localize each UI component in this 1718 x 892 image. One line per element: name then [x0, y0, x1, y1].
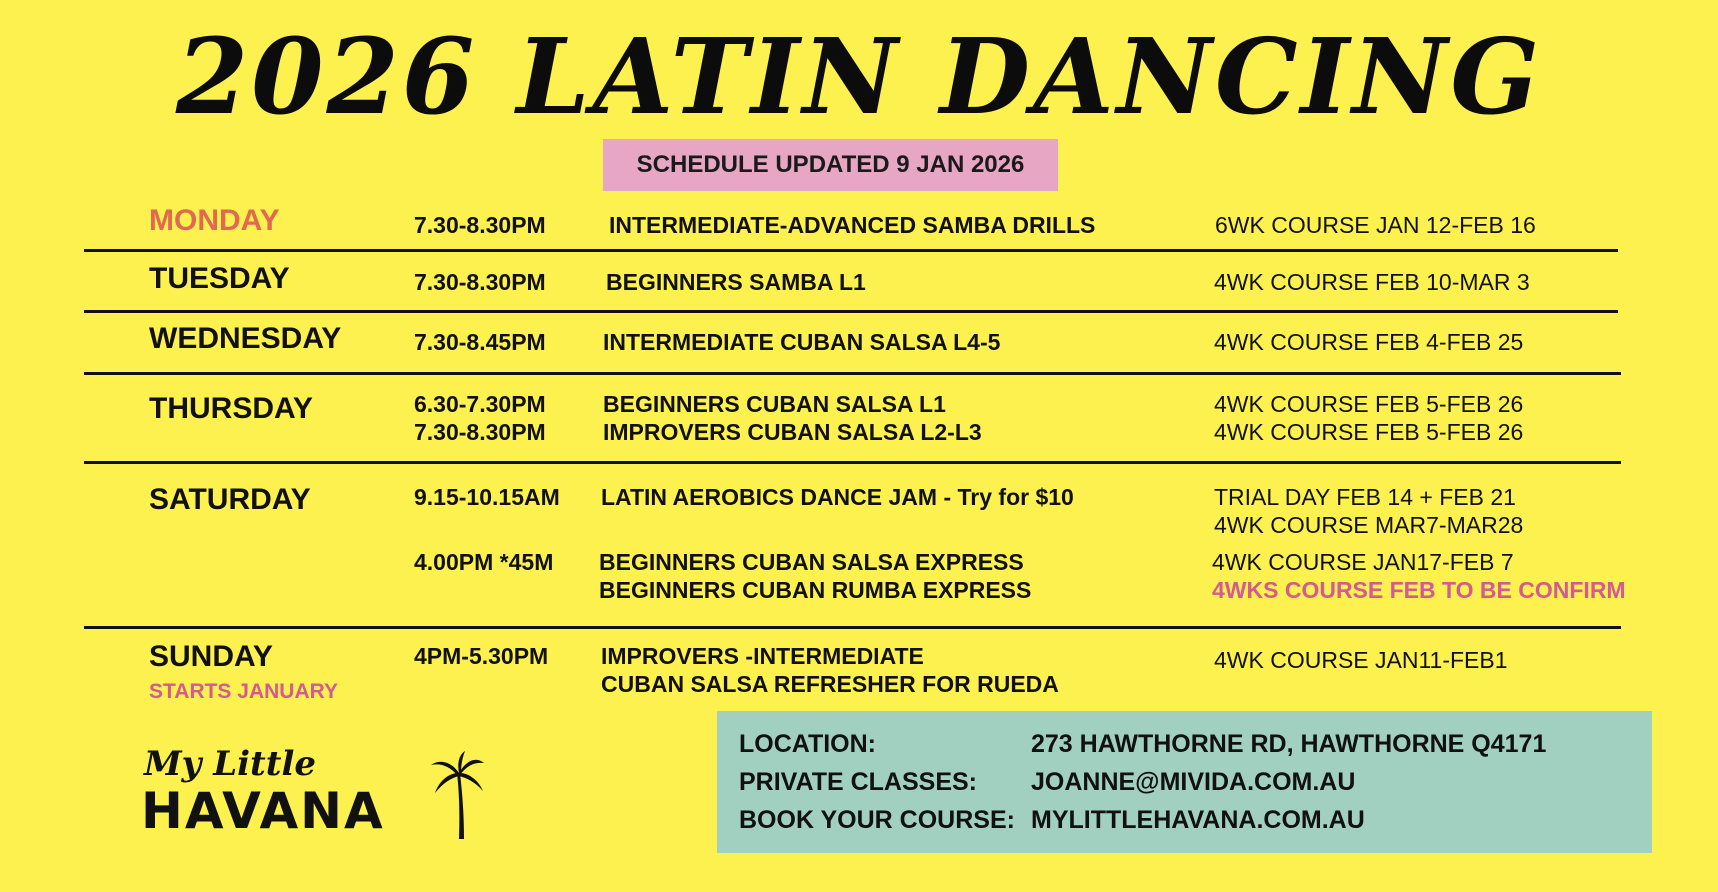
palm-tree-icon: [429, 751, 485, 841]
location-label: LOCATION:: [739, 730, 877, 758]
saturday-class-2b: BEGINNERS CUBAN RUMBA EXPRESS: [599, 577, 1032, 603]
thursday-class-2: IMPROVERS CUBAN SALSA L2-L3: [603, 419, 982, 445]
divider: [84, 310, 1618, 313]
wednesday-class: INTERMEDIATE CUBAN SALSA L4-5: [603, 329, 1001, 355]
saturday-course-2b: 4WKS COURSE FEB TO BE CONFIRM: [1212, 577, 1626, 603]
thursday-time-1: 6.30-7.30PM: [414, 391, 546, 417]
day-tuesday: TUESDAY: [149, 262, 290, 295]
book-course-label: BOOK YOUR COURSE:: [739, 806, 1015, 834]
private-classes-label: PRIVATE CLASSES:: [739, 768, 977, 796]
location-value: 273 HAWTHORNE RD, HAWTHORNE Q4171: [1031, 730, 1547, 758]
saturday-course-1b: 4WK COURSE MAR7-MAR28: [1214, 512, 1524, 538]
divider: [84, 372, 1621, 375]
tuesday-course: 4WK COURSE FEB 10-MAR 3: [1214, 269, 1530, 295]
logo-line-2: HAVANA: [141, 782, 385, 840]
day-sunday: SUNDAY: [149, 640, 273, 673]
private-classes-email[interactable]: JOANNE@MIVIDA.COM.AU: [1031, 768, 1356, 796]
thursday-time-2: 7.30-8.30PM: [414, 419, 546, 445]
schedule-updated-badge: SCHEDULE UPDATED 9 JAN 2026: [603, 139, 1058, 191]
wednesday-course: 4WK COURSE FEB 4-FEB 25: [1214, 329, 1524, 355]
my-little-havana-logo: [141, 745, 481, 845]
saturday-time-2: 4.00PM *45M: [414, 549, 554, 575]
divider: [84, 249, 1618, 252]
day-thursday: THURSDAY: [149, 392, 313, 425]
saturday-course-1a: TRIAL DAY FEB 14 + FEB 21: [1214, 484, 1516, 510]
page-title: 2026 LATIN DANCING: [175, 15, 1543, 138]
sunday-note: STARTS JANUARY: [149, 680, 339, 703]
info-box: [717, 711, 1652, 853]
saturday-time-1: 9.15-10.15AM: [414, 484, 560, 510]
divider: [84, 626, 1621, 629]
saturday-course-2a: 4WK COURSE JAN17-FEB 7: [1212, 549, 1514, 575]
book-course-link[interactable]: MYLITTLEHAVANA.COM.AU: [1031, 806, 1365, 834]
sunday-class-2: CUBAN SALSA REFRESHER FOR RUEDA: [601, 671, 1059, 697]
sunday-time: 4PM-5.30PM: [414, 643, 549, 669]
tuesday-class: BEGINNERS SAMBA L1: [606, 269, 866, 295]
day-wednesday: WEDNESDAY: [149, 322, 342, 355]
sunday-class-1: IMPROVERS -INTERMEDIATE: [601, 643, 924, 669]
logo-line-1: My Little: [144, 744, 317, 784]
thursday-class-1: BEGINNERS CUBAN SALSA L1: [603, 391, 946, 417]
sunday-course: 4WK COURSE JAN11-FEB1: [1214, 647, 1508, 673]
thursday-course-2: 4WK COURSE FEB 5-FEB 26: [1214, 419, 1524, 445]
day-saturday: SATURDAY: [149, 483, 311, 516]
wednesday-time: 7.30-8.45PM: [414, 329, 546, 355]
monday-course: 6WK COURSE JAN 12-FEB 16: [1215, 212, 1536, 238]
divider: [84, 461, 1621, 464]
day-monday: MONDAY: [149, 204, 280, 237]
tuesday-time: 7.30-8.30PM: [414, 269, 546, 295]
monday-class: INTERMEDIATE-ADVANCED SAMBA DRILLS: [609, 212, 1096, 238]
saturday-class-2a: BEGINNERS CUBAN SALSA EXPRESS: [599, 549, 1024, 575]
monday-time: 7.30-8.30PM: [414, 212, 546, 238]
saturday-class-1: LATIN AEROBICS DANCE JAM - Try for $10: [601, 484, 1074, 510]
thursday-course-1: 4WK COURSE FEB 5-FEB 26: [1214, 391, 1524, 417]
